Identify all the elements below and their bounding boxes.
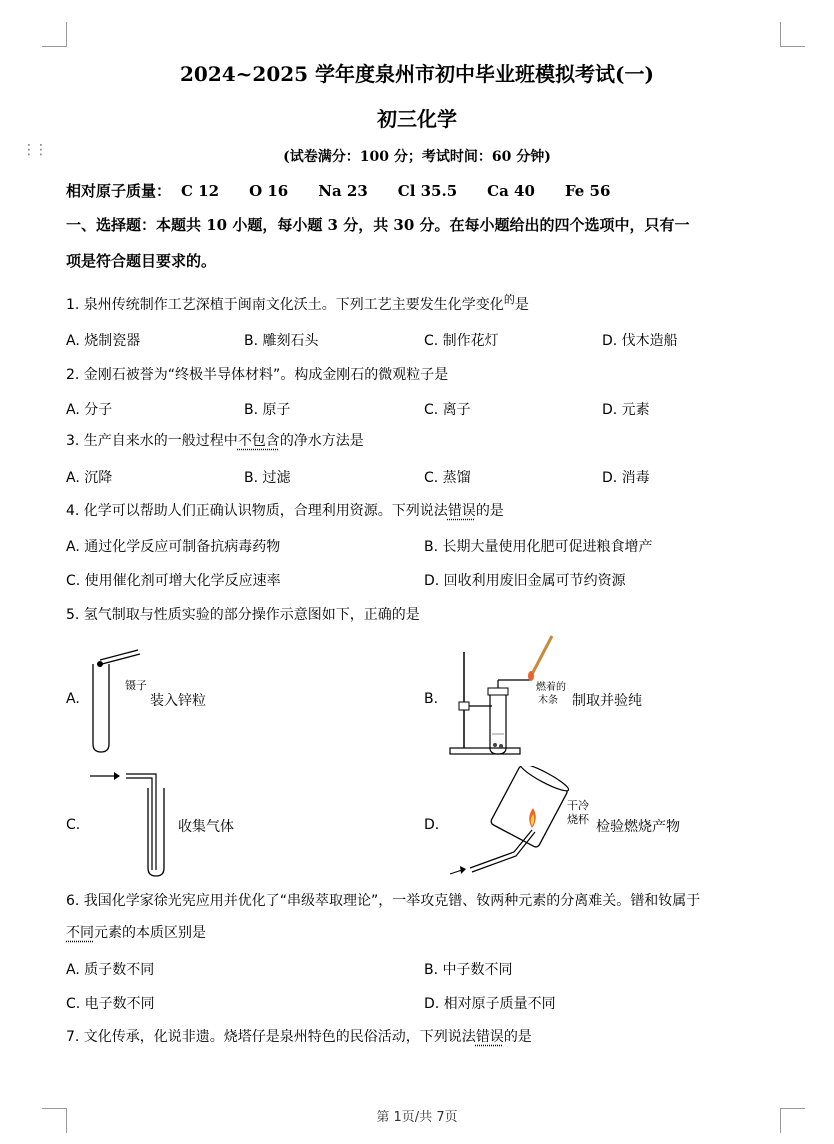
crop-mark [42,22,67,47]
option-5a[interactable]: A. [66,691,80,707]
option-2d[interactable]: D. 元素 [602,402,650,418]
question-6: 6. 我国化学家徐光宪应用并优化了“串级萃取理论”，一举攻克镨、钕两种元素的分离难关。镨和钕属于 [66,893,701,909]
option-4a[interactable]: A. 通过化学反应可制备抗病毒药物 [66,539,281,555]
question-5: 5. 氢气制取与性质实验的部分操作示意图如下，正确的是 [66,607,420,623]
caption-5c: 收集气体 [178,819,234,835]
atomic-mass-item: O 16 [249,182,289,200]
atomic-masses [66,180,640,201]
option-5c[interactable]: C. [66,817,81,833]
page-number: 第 1页/共 7页 [376,1110,458,1125]
option-2c[interactable]: C. 离子 [424,402,471,418]
crop-mark [780,22,805,47]
question-3: 3. 生产自来水的一般过程中不包含的净水方法是 [66,433,364,449]
section-heading-line2: 项是符合题目要求的。 [66,252,217,270]
question-7: 7. 文化传承，化说非遗。烧塔仔是泉州特色的民俗活动，下列说法错误的是 [66,1029,532,1045]
atomic-mass-item: Cl 35.5 [397,182,458,200]
splint-label-line1: 燃着的 [536,682,566,693]
option-1c[interactable]: C. 制作花灯 [424,333,499,349]
question-4: 4. 化学可以帮助人们正确认识物质，合理利用资源。下列说法错误的是 [66,503,504,519]
atomic-masses-label: 相对原子质量： [66,182,172,200]
question-1: 1. 泉州传统制作工艺深植于闽南文化沃土。下列工艺主要发生化学变化$^的$是 [66,293,529,313]
option-4d[interactable]: D. 回收利用废旧金属可节约资源 [424,573,626,589]
option-3a[interactable]: A. 沉降 [66,470,113,486]
option-1a[interactable]: A. 烧制瓷器 [66,333,141,349]
option-5b[interactable]: B. [424,691,439,707]
gas-collection-figure [88,766,178,882]
caption-5a: 装入锌粒 [150,693,206,709]
option-6a[interactable]: A. 质子数不同 [66,962,155,978]
section-heading-line1: 一、选择题：本题共 10 小题，每小题 3 分，共 30 分。在每小题给出的四个选项中，只有一 [66,216,690,234]
exam-subject: 初三化学 [377,107,457,131]
tweezers-label: 镊子 [125,679,147,692]
question-2: 2. 金刚石被誉为“终极半导体材料”。构成金刚石的微观粒子是 [66,367,449,383]
exam-info: (试卷满分：100 分；考试时间：60 分钟) [283,149,551,165]
option-6c[interactable]: C. 电子数不同 [66,996,155,1012]
option-3b[interactable]: B. 过滤 [244,470,291,486]
drag-handle-icon[interactable]: ⋮⋮ [22,142,46,158]
option-4b[interactable]: B. 长期大量使用化肥可促进粮食增产 [424,539,653,555]
atomic-mass-item: Ca 40 [487,182,535,200]
option-2a[interactable]: A. 分子 [66,402,113,418]
atomic-mass-item: Fe 56 [564,182,611,200]
option-2b[interactable]: B. 原子 [244,402,291,418]
option-4c[interactable]: C. 使用催化剂可增大化学反应速率 [66,573,281,589]
question-6-line2: 不同元素的本质区别是 [66,925,206,941]
option-1d[interactable]: D. 伐木造船 [602,333,678,349]
beaker-label-line2: 烧杯 [567,813,589,826]
splint-label-line2: 木条 [538,695,558,706]
beaker-label-line1: 干冷 [567,799,589,812]
option-5d[interactable]: D. [424,817,440,833]
caption-5b: 制取并验纯 [572,693,642,709]
exam-title: 2024~2025 学年度泉州市初中毕业班模拟考试(一) [180,62,654,86]
option-6d[interactable]: D. 相对原子质量不同 [424,996,556,1012]
option-1b[interactable]: B. 雕刻石头 [244,333,319,349]
atomic-mass-item: Na 23 [318,182,368,200]
option-3d[interactable]: D. 消毒 [602,470,650,486]
atomic-mass-item: C 12 [181,182,220,200]
tweezers-test-tube-figure [84,646,154,756]
caption-5d: 检验燃烧产物 [596,819,680,835]
option-3c[interactable]: C. 蒸馏 [424,470,471,486]
option-6b[interactable]: B. 中子数不同 [424,962,513,978]
